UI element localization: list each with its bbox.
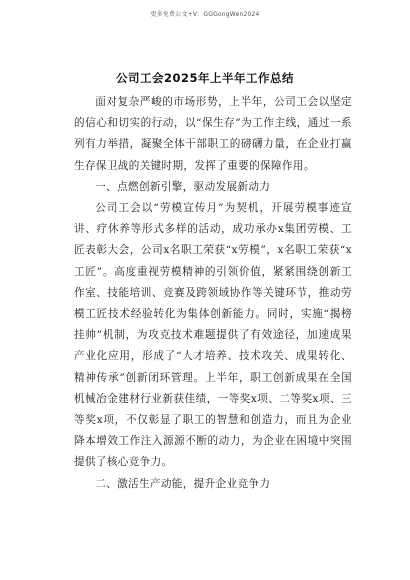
section-2-heading: 二、激活生产动能，提升企业竞争力 — [95, 477, 271, 490]
document-title: 公司工会2025年上半年工作总结 — [115, 71, 294, 85]
header-promo-note: 更多免费公文+V：GGGongWen2024 — [150, 11, 260, 18]
section-1-paragraph: 公司工会以“劳模宣传月”为契机，开展劳模事迹宣讲、疗休养等形式多样的活动，成功承办x集团劳模、工匠表彰大会，公司x名职工荣获“x劳模”，x名职工荣获“x工匠”。高度重视劳模精神的引领价值，紧紧围绕创新工作室、技能培训、竞赛及跨领域协作等关键环节，推动劳模工匠技术经验转化为集体创新能力。同时，实施“揭榜挂帅”机制，为攻克技术难题提供了有效途径，加速成果产业化应用，形成了“人才培养、技术攻关、成果转化、精神传承”创新闭环管理。上半年，职工创新成果在全国机械冶金建材行业新获佳绩，一等奖x项、二等奖x项、三等奖x项，不仅彰显了职工的智慧和创造力，而且为企业降本增效工作注入源源不断的动力，为企业在困境中突围提供了核心竞争力。 — [74, 202, 352, 469]
document-body — [74, 92, 352, 495]
section-1-heading: 一、点燃创新引擎，驱动发展新动力 — [95, 180, 271, 193]
intro-paragraph: 面对复杂严峻的市场形势，上半年，公司工会以坚定的信心和切实的行动，以“保生存”为工作主线，通过一系列有力举措，凝聚全体干部职工的磅礴力量，在企业打赢生存保卫战的关键时期，发挥了重要的保障作用。 — [74, 96, 352, 172]
